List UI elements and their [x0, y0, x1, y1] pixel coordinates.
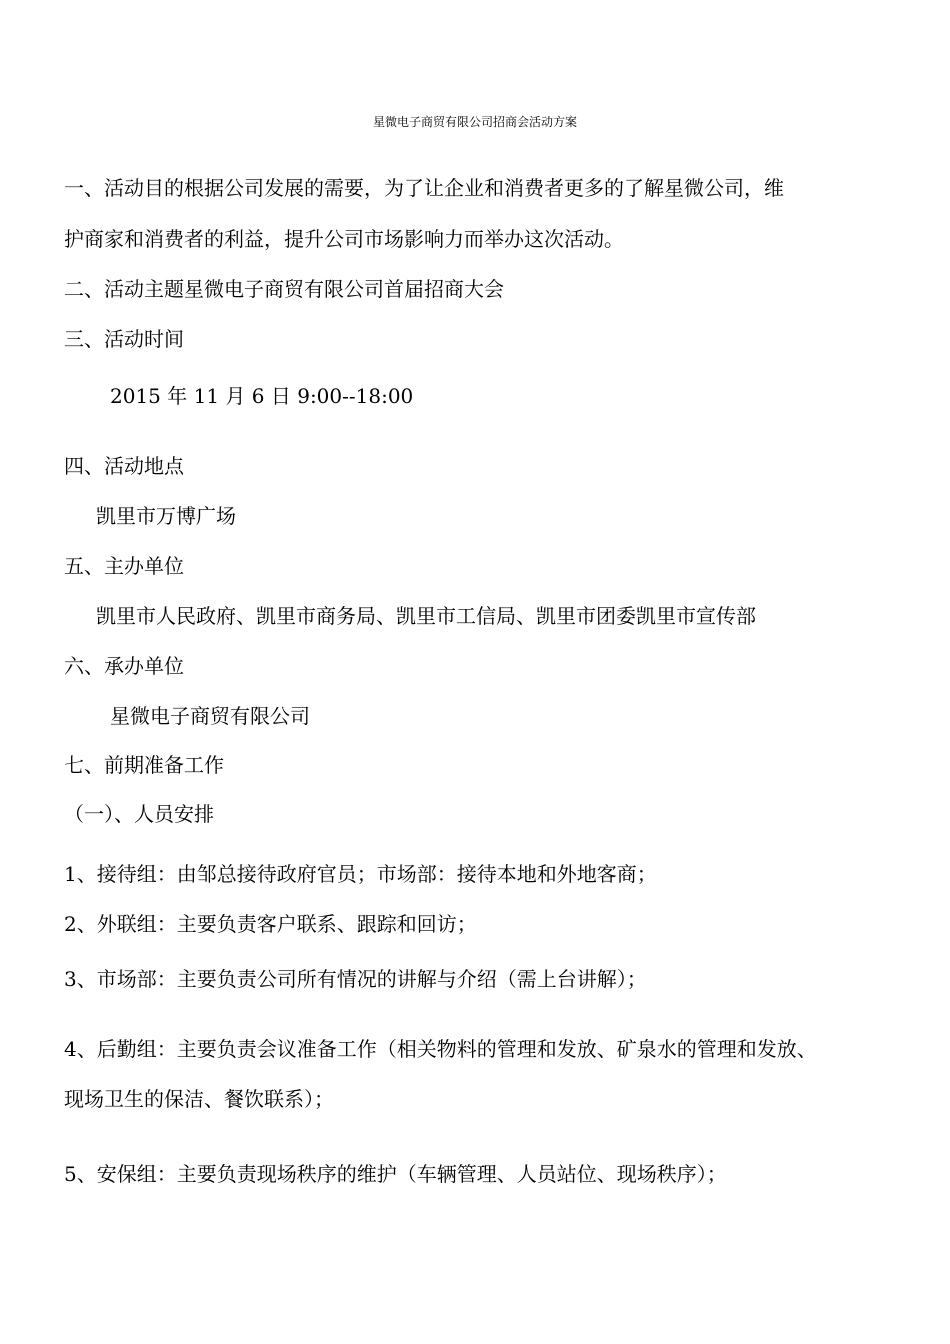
staffing-item-4-line-2: 现场卫生的保洁、餐饮联系）； — [64, 1087, 334, 1111]
section-staffing-subheading: （一）、人员安排 — [64, 802, 214, 826]
section-location-heading: 四、活动地点 — [64, 454, 184, 478]
section-time-heading: 三、活动时间 — [64, 327, 184, 351]
staffing-item-2: 2、外联组：主要负责客户联系、跟踪和回访； — [64, 912, 477, 936]
staffing-item-5: 5、安保组：主要负责现场秩序的维护（车辆管理、人员站位、现场秩序）； — [64, 1162, 727, 1186]
section-organizer-heading: 六、承办单位 — [64, 654, 184, 678]
staffing-item-4-line-1: 4、后勤组：主要负责会议准备工作（相关物料的管理和发放、矿泉水的管理和发放、 — [64, 1037, 817, 1061]
section-location-content: 凯里市万博广场 — [96, 504, 236, 528]
section-host-heading: 五、主办单位 — [64, 554, 184, 578]
section-organizer-content: 星微电子商贸有限公司 — [110, 704, 310, 728]
section-time-content: 2015 年 11 月 6 日 9:00--18:00 — [110, 384, 414, 408]
staffing-item-1: 1、接待组：由邹总接待政府官员；市场部：接待本地和外地客商； — [64, 862, 657, 886]
section-purpose-line-1: 一、活动目的根据公司发展的需要，为了让企业和消费者更多的了解星微公司，维 — [64, 176, 784, 200]
staffing-item-3: 3、市场部：主要负责公司所有情况的讲解与介绍（需上台讲解）； — [64, 967, 647, 991]
section-host-content: 凯里市人民政府、凯里市商务局、凯里市工信局、凯里市团委凯里市宣传部 — [96, 604, 756, 628]
section-theme: 二、活动主题星微电子商贸有限公司首届招商大会 — [64, 277, 504, 301]
section-purpose-line-2: 护商家和消费者的利益，提升公司市场影响力而举办这次活动。 — [64, 227, 624, 251]
document-title: 星微电子商贸有限公司招商会活动方案 — [372, 115, 577, 129]
section-preparation-heading: 七、前期准备工作 — [64, 753, 224, 777]
